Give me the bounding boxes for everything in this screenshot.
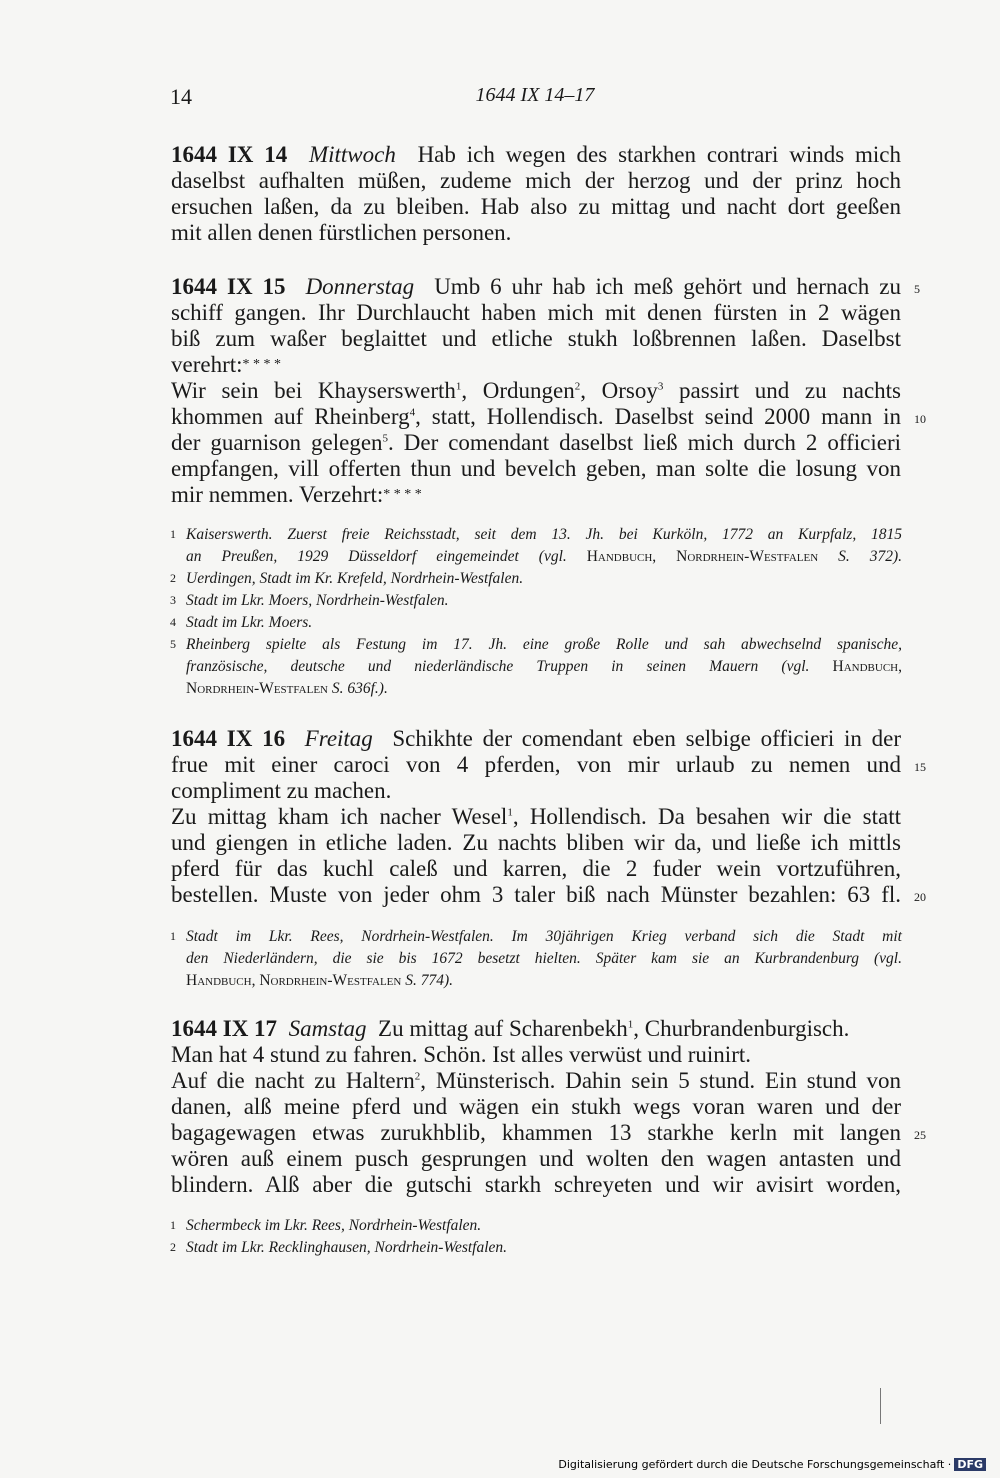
footnote-ref: 1 [455,380,462,393]
omission-stars: * * * * [383,487,422,502]
footnote-reference-work: Nordrhein-Westfalen [186,680,328,697]
entry-date: 1644 IX 16 [171,726,286,751]
footnote-marker: 1 [170,527,176,541]
footnote-text: S. 636f.). [328,680,388,697]
dfg-logo: DFG [954,1458,986,1471]
entry-text-line: frue mit einer caroci von 4 pferden, von mir urlaub zu nemen und [171,752,901,777]
entry-text-line: daselbst aufhalten müßen, zudeme mich der herzog und der prinz hoch [171,168,901,193]
entry-text: khommen auf Rheinberg [171,404,410,429]
entry-text: . Der comendant daselbst ließ mich durch 2 officieri [388,430,901,455]
entry-text-line: blindern. Alß aber die gutschi starkh schreyeten und wir avisirt worden, [171,1172,901,1197]
entry-text-line: Man hat 4 stund zu fahren. Schön. Ist alles verwüst und ruinirt. [171,1042,751,1067]
footnote-reference-work: Handbuch, Nordrhein-Westfalen [186,972,402,989]
footnote-text: S. 372). [818,548,902,565]
footnote-marker: 1 [170,1218,176,1232]
entry-text-line: pferd für das kuchl caleß und karren, die 2 fuder wein vortzuführen, [171,856,901,881]
entry-text: passirt und zu nachts [663,378,901,403]
entry-text-line [171,352,901,378]
line-number: 15 [914,760,926,774]
entry-text: , Münsterisch. Dahin sein 5 stund. Ein stund von [420,1068,901,1093]
footnote [186,679,902,699]
footnote-ref: 1 [507,806,513,819]
entry-date: 1644 IX 15 [171,274,286,299]
entry-text: , Hollendisch. Da besahen wir die statt [512,804,901,829]
scan-margin-mark [880,1388,881,1424]
footnote: Stadt im Lkr. Moers, Nordrhein-Westfalen. [186,592,449,609]
entry-1644-ix-16-line [171,726,901,752]
entry-text: , statt, Hollendisch. Daselbst seind 2000 mann in [415,404,901,429]
footnote-marker: 1 [170,929,176,943]
entry-text-line: biß zum waßer beglaittet und etliche stukh loßbrennen laßen. Daselbst [171,326,901,351]
page-number: 14 [170,84,192,109]
entry-text-line: schiff gangen. Ihr Durchlaucht haben mich mit denen fürsten in 2 wägen [171,300,901,325]
entry-text-line: danen, alß meine pferd und wägen ein stukh wegs voran waren und der [171,1094,901,1119]
funding-notice [558,1458,986,1471]
footnote: Stadt im Lkr. Recklinghausen, Nordrhein-Westfalen. [186,1239,508,1256]
entry-text: der guarnison gelegen [171,430,383,455]
running-title: 1644 IX 14–17 [475,84,595,106]
footnote [186,547,902,567]
entry-text-line: bagagewagen etwas zurukhblib, khammen 13 starkhe kerln mit langen [171,1120,901,1145]
entry-text-line: empfangen, vill offerten thun und bevelch geben, man solte die losung von [171,456,901,481]
line-number: 5 [914,282,920,296]
entry-date: 1644 IX 14 [171,142,288,167]
funding-text: Digitalisierung gefördert durch die Deutsche Forschungsgemeinschaft · [558,1458,952,1471]
omission-stars: * * * * [242,357,282,372]
line-number: 20 [914,890,926,904]
entry-text-line: wören auß einem pusch gesprungen und wolten den wagen antasten und [171,1146,901,1171]
footnote-text: französische, deutsche und niederländische Truppen in seinen Mauern (vgl. [186,658,833,675]
entry-day: Freitag [304,726,373,751]
entry-day: Samstag [288,1016,367,1041]
entry-text: Zu mittag kham ich nacher Wesel [171,804,508,829]
footnote [186,971,902,991]
entry-text-line: und giengen in etliche laden. Zu nachts bliben wir da, und ließe ich mittls [171,830,901,855]
footnote-text: an Preußen, 1929 Düsseldorf eingemeindet (vgl. [186,548,587,565]
footnote: Kaiserswerth. Zuerst freie Reichsstadt, seit dem 13. Jh. bei Kurköln, 1772 an Kurpfalz, 1815 [186,526,902,543]
entry-text: , Orsoy [580,378,658,403]
footnote-ref: 1 [627,1018,634,1031]
footnote-marker: 4 [170,615,176,629]
entry-1644-ix-17-line [171,1016,901,1042]
footnote-marker: 5 [170,637,176,651]
footnote-marker: 3 [170,593,176,607]
entry-text: Umb 6 uhr hab ich meß gehört und hernach zu [434,274,901,299]
entry-text-line [171,404,901,430]
entry-text-line: bestellen. Muste von jeder ohm 3 taler biß nach Münster bezahlen: 63 fl. [171,882,901,907]
line-number: 25 [914,1128,926,1142]
entry-text: , Churbrandenburgisch. [633,1016,850,1041]
entry-text: verehrt: [171,352,243,377]
footnote: Uerdingen, Stadt im Kr. Krefeld, Nordrhein-Westfalen. [186,570,524,587]
entry-date: 1644 IX 17 [171,1016,278,1041]
footnote: Schermbeck im Lkr. Rees, Nordrhein-Westfalen. [186,1217,482,1234]
footnote-ref: 5 [382,432,389,445]
entry-1644-ix-15-line [171,274,901,300]
entry-text: mir nemmen. Verzehrt: [171,482,384,507]
footnote: Stadt im Lkr. Moers. [186,614,313,631]
footnote: den Niederländern, die sie bis 1672 besetzt hielten. Später kam sie an Kurbrandenburg (vgl. [186,950,902,967]
footnote: Rheinberg spielte als Festung im 17. Jh. eine große Rolle und sah abwechselnd spanische, [186,636,902,653]
footnote-ref: 3 [657,380,664,393]
entry-text-line [171,378,901,404]
entry-day: Mittwoch [308,142,396,167]
footnote-ref: 2 [574,380,581,393]
entry-text: Hab ich wegen des starkhen contrari winds mich [417,142,901,167]
footnote-reference-work: Handbuch, [832,658,902,675]
footnote: Stadt im Lkr. Rees, Nordrhein-Westfalen. Im 30jährigen Krieg verband sich die Stadt mit [186,928,902,945]
footnote [186,657,902,677]
entry-text: Zu mittag auf Scharenbekh [378,1016,628,1041]
footnote-ref: 4 [409,406,416,419]
entry-text-line: mit allen denen fürstlichen personen. [171,220,512,245]
entry-1644-ix-14-line [171,142,901,168]
entry-text: Wir sein bei Khayserswerth [171,378,456,403]
line-number: 10 [914,412,926,426]
footnote-marker: 2 [170,1240,176,1254]
footnote-ref: 2 [414,1070,421,1083]
footnote-text: S. 774). [401,972,454,989]
entry-text: , Ordungen [461,378,575,403]
entry-text-line [171,804,901,830]
entry-day: Donnerstag [305,274,415,299]
entry-text-line: ersuchen laßen, da zu bleiben. Hab also zu mittag und nacht dort geeßen [171,194,901,219]
entry-text-line [171,1068,901,1094]
entry-text-line: compliment zu machen. [171,778,392,803]
entry-text: Auf die nacht zu Haltern [171,1068,415,1093]
entry-text-line [171,430,901,456]
entry-text: Schikhte der comendant eben selbige officieri in der [392,726,902,751]
footnote-reference-work: Handbuch, Nordrhein-Westfalen [586,548,819,565]
footnote-marker: 2 [170,571,176,585]
entry-text-line [171,482,901,508]
